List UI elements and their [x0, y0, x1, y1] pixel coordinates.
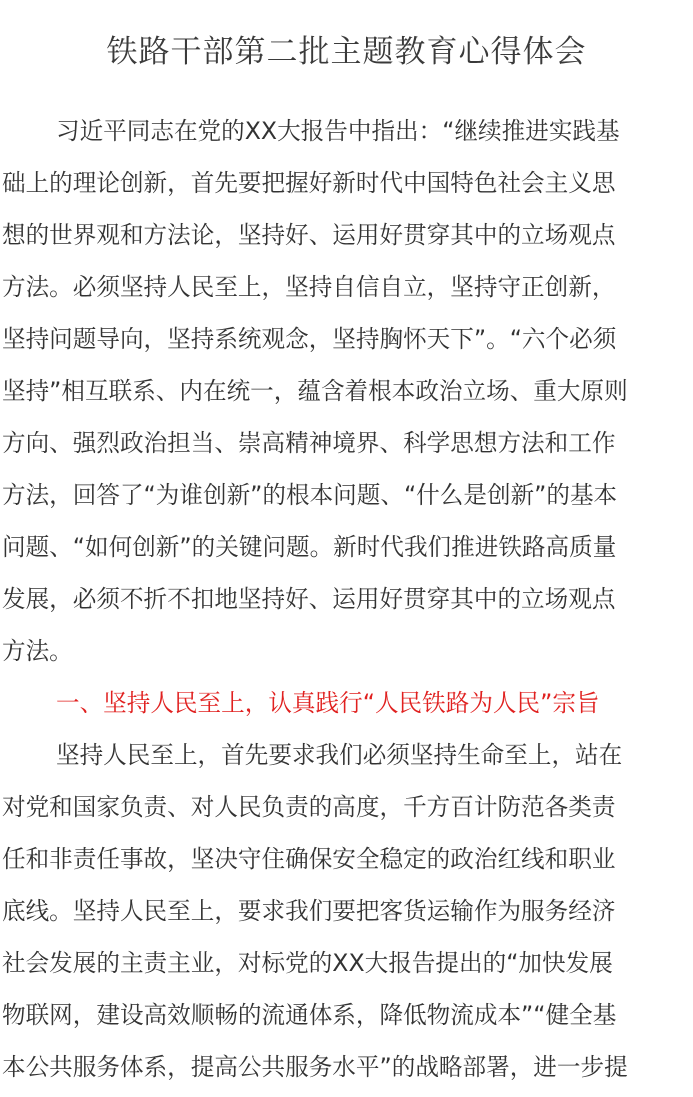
- paragraph-line: 任和非责任事故，坚决守住确保安全稳定的政治红线和职业: [2, 845, 616, 873]
- paragraph-line: 习近平同志在党的XX大报告中指出：“继续推进实践基: [56, 117, 620, 145]
- paragraph-line: 坚持问题导向，坚持系统观念，坚持胸怀天下”。“六个必须: [2, 325, 617, 353]
- paragraph-line: 物联网，建设高效顺畅的流通体系，降低物流成本”“健全基: [2, 1001, 617, 1029]
- paragraph-line: 方法。必须坚持人民至上，坚持自信自立，坚持守正创新，: [2, 273, 616, 301]
- paragraph-line: 本公共服务体系，提高公共服务水平”的战略部署，进一步提: [2, 1053, 628, 1081]
- paragraph-line: 础上的理论创新，首先要把握好新时代中国特色社会主义思: [2, 169, 616, 197]
- paragraph-line: 方法，回答了“为谁创新”的根本问题、“什么是创新”的基本: [2, 481, 618, 509]
- document-title: 铁路干部第二批主题教育心得体会: [106, 34, 587, 70]
- paragraph-line: 坚持人民至上，首先要求我们必须坚持生命至上，站在: [56, 741, 623, 769]
- paragraph-line: 问题、“如何创新”的关键问题。新时代我们推进铁路高质量: [2, 533, 617, 561]
- document-body: [2, 105, 692, 1093]
- paragraph-line: 坚持”相互联系、内在统一，蕴含着根本政治立场、重大原则: [2, 377, 628, 405]
- paragraph-line: 方法。: [2, 637, 73, 665]
- paragraph-line: 想的世界观和方法论，坚持好、运用好贯穿其中的立场观点: [2, 221, 616, 249]
- section-heading: 一、坚持人民至上，认真践行“人民铁路为人民”宗旨: [56, 689, 600, 717]
- paragraph-line: 方向、强烈政治担当、崇高精神境界、科学思想方法和工作: [2, 429, 616, 457]
- paragraph-line: 对党和国家负责、对人民负责的高度，千方百计防范各类责: [2, 793, 616, 821]
- paragraph-line: 发展，必须不折不扣地坚持好、运用好贯穿其中的立场观点: [2, 585, 616, 613]
- paragraph-line: 底线。坚持人民至上，要求我们要把客货运输作为服务经济: [2, 897, 616, 925]
- paragraph-line: 社会发展的主责主业，对标党的XX大报告提出的“加快发展: [2, 949, 613, 977]
